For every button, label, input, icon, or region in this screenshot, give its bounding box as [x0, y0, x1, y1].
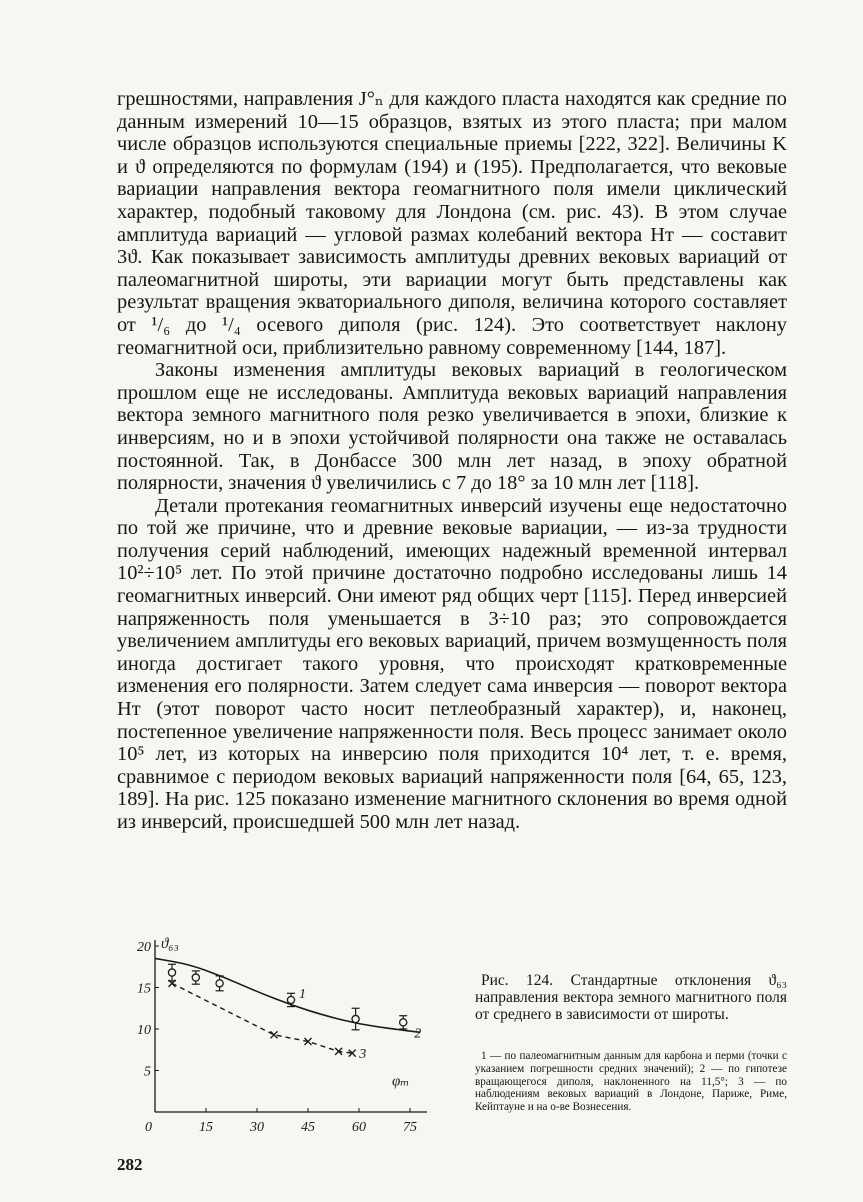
chart-labels — [161, 936, 421, 1089]
series-2-line — [155, 958, 420, 1032]
x-tick-label: 45 — [301, 1120, 315, 1135]
x-axis-label: φₘ — [392, 1073, 410, 1090]
chart-axes — [155, 940, 427, 1112]
series-3-label: 3 — [359, 1047, 367, 1063]
figure-caption — [475, 972, 787, 1023]
paragraph-1: грешностями, направления J°ₙ для каждого пласта находятся как средние по данным измерений 10—15 образцов, взятых из этого пласта; при малом числе образцов используются специальные приемы [222, 322]. Величины K и ϑ определяются по формулам (194) и (195). Предполагается, что вековые вариации направления вектора геомагнитного поля имели циклический характер, подобный таковому для Лондона (см. рис. 43). В этом случае амплитуда вариаций — угловой размах колебаний вектора Hᴛ — составит 3ϑ. Как показывает зависимость амплитуды древних вековых вариаций от палеомагнитной широты, эти вариации могут быть представлены как результат вращения экваториального диполя, величина которого составляет от ¹/₆ до ¹/₄ осевого диполя (рис. 124). Это соответствует наклону геомагнитной оси, приблизительно равному современному [144, 187]. — [117, 88, 787, 359]
caption-legend: 1 — по палеомагнитным данным для карбона и перми (точки с указанием погрешности средних значений); 2 — по гипотезе вращающегося диполя, наклоненного на 11,5°; 3 — по наблюдениям вековых вариаций в Лондоне, Париже, Риме, Кейптауне и на о-ве Вознесения. — [475, 1050, 787, 1114]
caption-title: Рис. 124. Стандартные отклонения ϑ₆₃ направления вектора земного магнитного поля от среднего в зависимости от широты. — [475, 972, 787, 1023]
x-tick-label: 15 — [199, 1120, 213, 1135]
y-tick-label: 20 — [137, 940, 151, 955]
series-3-point — [271, 1031, 278, 1038]
page-number: 282 — [117, 1155, 143, 1174]
series-2-label: 2 — [414, 1026, 422, 1042]
figure-124-chart — [135, 930, 435, 1145]
x-tick-label: 60 — [352, 1120, 366, 1135]
x-tick-label: 30 — [250, 1120, 264, 1135]
paragraph-3: Детали протекания геомагнитных инверсий изучены еще недостаточно по той же причине, что и древние вековые вариации, — из-за трудности получения серий наблюдений, имеющих надежный временной интервал 10²÷10⁵ лет. По этой причине достаточно подробно исследованы лишь 14 геомагнитных инверсий. Они имеют ряд общих черт [115]. Перед инверсией напряженность поля уменьшается в 3÷10 раз; это сопровождается увеличением амплитуды его вековых вариаций, причем возмущенность поля иногда достигает такого уровня, что происходят кратковременные изменения его полярности. Затем следует сама инверсия — поворот вектора Hᴛ (этот поворот часто носит петлеобразный характер), и, наконец, постепенное увеличение напряженности поля. Весь процесс занимает около 10⁵ лет, из которых на инверсию поля приходится 10⁴ лет, т. е. время, сравнимое с периодом вековых вариаций напряженности поля [64, 65, 123, 189]. На рис. 125 показано изменение магнитного склонения во время одной из инверсий, происшедшей 500 млн лет назад. — [117, 494, 787, 833]
series-1-point — [168, 969, 175, 976]
series-1-point — [216, 980, 223, 987]
y-tick-label: 15 — [137, 981, 151, 997]
y-axis-label: ϑ₆₃ — [161, 936, 179, 952]
y-tick-label: 10 — [137, 1023, 151, 1038]
series-1-point — [400, 1019, 407, 1026]
x-tick-label: 75 — [403, 1120, 417, 1135]
paragraph-2: Законы изменения амплитуды вековых вариаций в геологическом прошлом еще не исследованы. Амплитуда вековых вариаций направления вектора земного магнитного поля резко увеличивается в эпохи, близкие к инверсиям, но и в эпохи устойчивой полярности она также не оставалась постоянной. Так, в Донбассе 300 млн лет назад, в эпоху обратной полярности, значения ϑ увеличились с 7 до 18° за 10 млн лет [118]. — [117, 359, 787, 495]
y-tick-label: 5 — [144, 1064, 151, 1080]
series-1-point — [352, 1015, 359, 1022]
x-tick-label: 0 — [145, 1120, 152, 1135]
body-text — [117, 88, 787, 834]
chart-svg — [135, 930, 435, 1145]
chart-series — [155, 958, 420, 1056]
series-1-label: 1 — [299, 986, 306, 1002]
series-1-point — [192, 974, 199, 981]
series-1-point — [287, 996, 294, 1003]
